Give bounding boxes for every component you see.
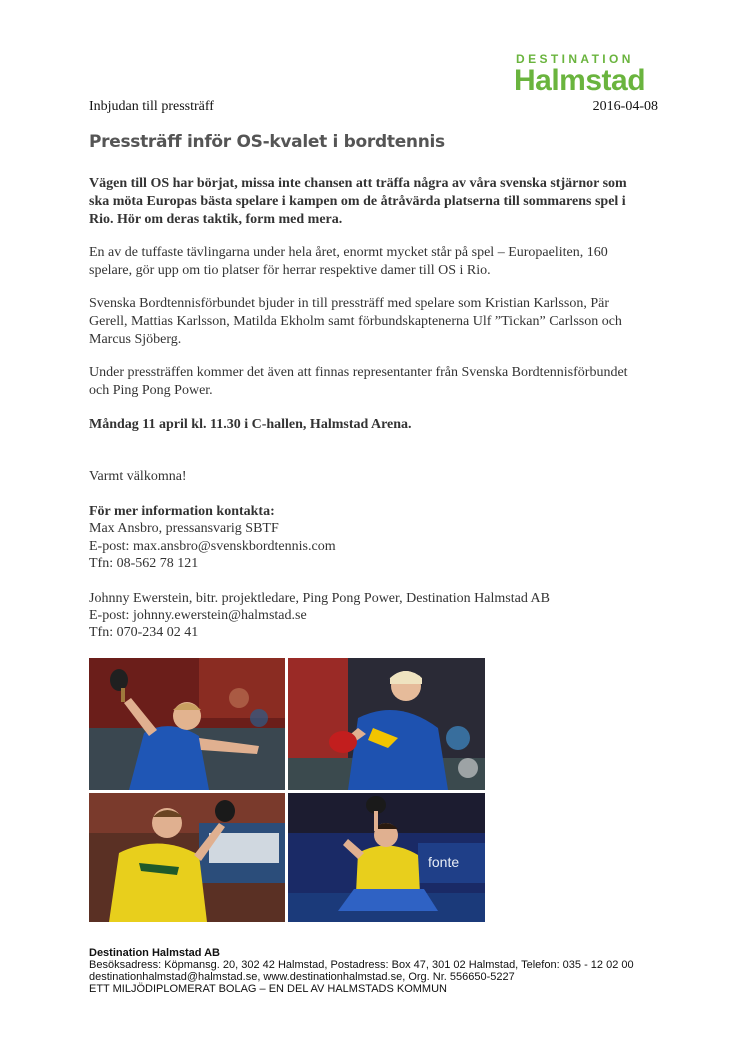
body-paragraph-1: En av de tuffaste tävlingarna under hela året, enormt mycket står på spel – Europaeliten, 160 spelare, gör upp om tio platser för herrar respektive damer till OS i Rio. (89, 245, 608, 278)
welcome-text: Varmt välkomna! (89, 469, 187, 484)
photo-player-female (288, 658, 485, 790)
photo-player-male-1 (89, 658, 285, 790)
arena-sign-text: fonte (428, 854, 460, 870)
body-paragraph-2: Svenska Bordtennisförbundet bjuder in till pressträff med spelare som Kristian Karlsson, Pär Gerell, Mattias Karlsson, Matilda Ekholm samt förbundskaptenerna Ulf ”Tickan” Carlsson och Marcus Sjöberg. (89, 296, 622, 347)
footer-address-line: Besöksadress: Köpmansg. 20, 302 42 Halmstad, Postadress: Box 47, 301 02 Halmstad, Telefon: 035 - 12 02 00 (89, 959, 634, 971)
footer-web-line: destinationhalmstad@halmstad.se, www.destinationhalmstad.se, Org. Nr. 556650-5227 (89, 971, 515, 983)
photo-player-male-2 (89, 793, 285, 922)
contact-1-name: Max Ansbro, pressansvarig SBTF (89, 521, 279, 536)
footer-company-name: Destination Halmstad AB (89, 947, 221, 959)
photo-player-male-3 (288, 793, 485, 922)
body-paragraph-3: Under pressträffen kommer det även att finnas representanter från Svenska Bordtennisförbundet och Ping Pong Power. (89, 365, 628, 398)
footer (89, 947, 669, 995)
event-details: Måndag 11 april kl. 11.30 i C-hallen, Halmstad Arena. (89, 417, 412, 432)
document-type-label: Inbjudan till pressträff (89, 99, 214, 114)
logo-destination-text: DESTINATION (516, 52, 634, 66)
contact-1-phone: Tfn: 08-562 78 121 (89, 556, 199, 571)
contact-2-phone: Tfn: 070-234 02 41 (89, 625, 199, 640)
contact-2-name: Johnny Ewerstein, bitr. projektledare, Ping Pong Power, Destination Halmstad AB (89, 591, 550, 606)
page-title: Pressträff inför OS-kvalet i bordtennis (89, 132, 445, 152)
lead-paragraph: Vägen till OS har börjat, missa inte chansen att träffa några av våra svenska stjärnor som ska möta Europas bästa spelare i kampen om de åtråvärda platserna till sommarens spel i Rio. Hör om deras taktik, form med mera. (89, 176, 627, 227)
contact-1-email: E-post: max.ansbro@svenskbordtennis.com (89, 539, 336, 554)
contact-heading: För mer information kontakta: (89, 504, 275, 519)
logo-halmstad-text: Halmstad (514, 64, 646, 97)
document-date: 2016-04-08 (592, 99, 658, 114)
contact-2-email: E-post: johnny.ewerstein@halmstad.se (89, 608, 307, 623)
footer-tagline: ETT MILJÖDIPLOMERAT BOLAG – EN DEL AV HALMSTADS KOMMUN (89, 983, 447, 995)
